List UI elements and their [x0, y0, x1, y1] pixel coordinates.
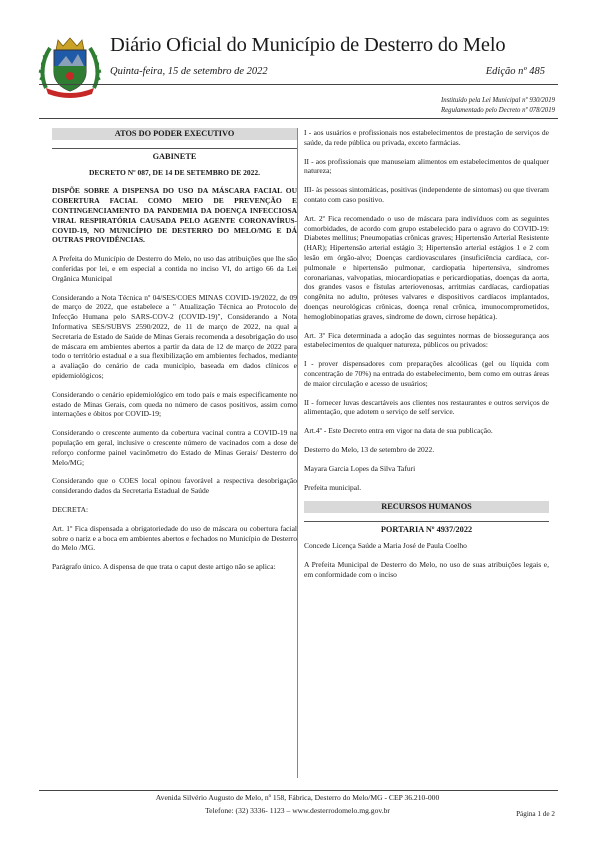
- column-divider: [297, 128, 298, 778]
- decree-preamble: A Prefeita do Município de Desterro do Melo, no uso das atribuições que lhe são conferidas por lei, e em especial a contida no inciso VI, do artigo 66 da Lei Orgânica Municipal: [52, 254, 297, 283]
- decree-article-4: Art.4º - Este Decreto entra em vigor na data de sua publicação.: [304, 426, 493, 436]
- section-title-human-resources: RECURSOS HUMANOS: [304, 501, 549, 513]
- gazette-title: Diário Oficial do Município de Desterro do Melo: [110, 34, 506, 56]
- biosafety-item-2: II - fornecer luvas descartáveis aos clientes nos restaurantes e outros serviços de alimentação, que adotem o serviço de self service.: [304, 397, 549, 417]
- header-divider: [39, 84, 558, 85]
- decree-sole-paragraph: Parágrafo único. A dispensa de que trata o caput deste artigo não se aplica:: [52, 562, 276, 572]
- right-column: [304, 128, 549, 588]
- section-title-executive: ATOS DO PODER EXECUTIVO: [52, 128, 297, 140]
- ordinance-text: A Prefeita Municipal de Desterro do Melo, no uso de suas atribuições legais e, em conformidade com o inciso: [304, 559, 549, 579]
- ordinance-summary: Concede Licença Saúde a Maria José de Paula Coelho: [304, 540, 467, 550]
- place-and-date: Desterro do Melo, 13 de setembro de 2022.: [304, 444, 435, 454]
- decree-article-1: Art. 1º Fica dispensada a obrigatoriedade do uso de máscara ou cobertura facial sobre o nariz e a boca em ambientes abertos e fechados no Município de Desterro do Melo /MG.: [52, 523, 297, 553]
- decree-article-2: Art. 2º Fica recomendado o uso de máscara para indivíduos com as seguintes comorbidades, de acordo com grupo estabelecido para o agravo do COVID-19: Diabetes mellitus; Pneumopatias crônicas graves; Hipertensão Arterial Resistente (HAR); Hipertensão arterial estágio 3; Hipertensão arterial estágios 1 e 2 com lesão em órgão-alvo; Doenças cardiovasculares (insuficiência cardíaca, cor-pulmonale e hipertensão pulmonar, cardiopatia hipertensiva, síndromes coronarianas, valvopatias, miocardiopatias e pericardiopatias, doenças da aorta, dos grandes vasos e fístulas arteriovenosas, arritmias cardíacas, cardiopatias congênita no adulto, próteses valvares e dispositivos cardíacos implantados, doenças neurológicas crônicas, doença renal crônica, imunocomprometidos, hemoglobinopatias graves, síndrome de down, cirrose hepática).: [304, 213, 549, 321]
- decree-decrees: DECRETA:: [52, 504, 89, 514]
- decree-considering-3: Considerando o crescente aumento da cobertura vacinal contra a COVID-19 na população em geral, inclusive o crescente número de vacinados com a dose de reforço conforme painel vacinômetro do Estado de Minas Gerais/ Desterro do Melo/MG;: [52, 428, 297, 467]
- publication-date: Quinta-feira, 15 de setembro de 2022: [110, 66, 268, 77]
- decree-summary: DISPÕE SOBRE A DISPENSA DO USO DA MÁSCARA FACIAL OU COBERTURA FACIAL COMO MEIO DE PREVENÇÃO E CONTINGENCIAMENTO DA PANDEMIA DA DOENÇA INFECCIOSA VIRAL RESPIRATÓRIA CAUSADA PELO AGENTE CORONAVÍRUS-COVID-19, NO MUNICÍPIO DE DESTERRO DO MELO/MG E DÁ OUTRAS PROVIDÊNCIAS.: [52, 186, 297, 245]
- page-number: Página 1 de 2: [516, 810, 555, 818]
- edition-number: Edição nº 485: [485, 66, 545, 77]
- footer-contact: Telefone: (32) 3336- 1123 – www.desterrodomelo.mg.gov.br: [205, 806, 390, 815]
- decree-considering-2: Considerando o cenário epidemiológico em todo país e mais especificamente no estado de Minas Gerais, com queda no número de casos positivos, assim como internações e óbitos por COVID-19;: [52, 389, 297, 419]
- footer-address: Avenida Silvério Augusto de Melo, nº 158, Fábrica, Desterro do Melo/MG - CEP 36.210-000: [155, 793, 440, 802]
- biosafety-item-1: I - prover dispensadores com preparações alcoólicas (gel ou líquida com concentração de 70%) na entrada do estabelecimento, bem como em outras áreas de maior circulação e acesso de usuários;: [304, 359, 549, 388]
- header-bottom-divider: [39, 118, 558, 119]
- ordinance-title: PORTARIA Nº 4937/2022: [304, 521, 549, 535]
- subsection-title-cabinet: GABINETE: [52, 148, 297, 162]
- legal-basis-decree: Regulamentado pelo Decreto nº 078/2019: [441, 107, 555, 114]
- decree-article-3: Art. 3º Fica determinada a adoção das seguintes normas de biossegurança aos estabelecimentos de qualquer natureza, públicos ou privados:: [304, 330, 549, 350]
- legal-basis-law: Instituído pela Lei Municipal nº 930/2019: [440, 97, 555, 104]
- signature-role: Prefeita municipal.: [304, 482, 362, 492]
- decree-considering-1: Considerando a Nota Técnica nº 04/SES/COES MINAS COVID-19/2022, de 09 de março de 2022, que estabelece a " Atualização Técnica ao Protocolo de Infecção Humana pelo SARS-COV-2 (COVID-19)", Considerando a Nota Informativa SES/SUBVS 2590/2022, de 11 de março de 2022, na qual a Secretaria de Estado de Saúde de Minas Gerais recomenda a desobrigação do uso de máscara em ambientes abertos a partir da data de 12 de março de 2022 para todo o território estadual e a sua flexibilização em ambientes fechados, mediante a avaliação do cenário de cada município, baseada em dados clínicos e epidemiológicos;: [52, 292, 297, 380]
- decree-title: DECRETO Nº 087, DE 14 DE SETEMBRO DE 2022.: [88, 167, 261, 177]
- signature-name: Mayara Garcia Lopes da Silva Tafuri: [304, 463, 416, 473]
- exception-item-3: III- às pessoas sintomáticas, positivas (independente de sintomas) ou que tiveram contato com caso positivo.: [304, 185, 549, 204]
- municipal-coat-of-arms-icon: [38, 36, 102, 98]
- exception-item-2: II - aos profissionais que manuseiam alimentos em estabelecimentos de qualquer natureza;: [304, 156, 549, 176]
- left-column: [52, 128, 297, 581]
- exception-item-1: I - aos usuários e profissionais nos estabelecimentos de prestação de serviços de saúde, da rede pública ou privada, exceto farmácias.: [304, 128, 549, 147]
- footer-divider: [39, 790, 558, 791]
- decree-considering-4: Considerando que o COES local opinou favorável a respectiva desobrigação considerando dados da Secretaria Estadual de Saúde: [52, 476, 297, 496]
